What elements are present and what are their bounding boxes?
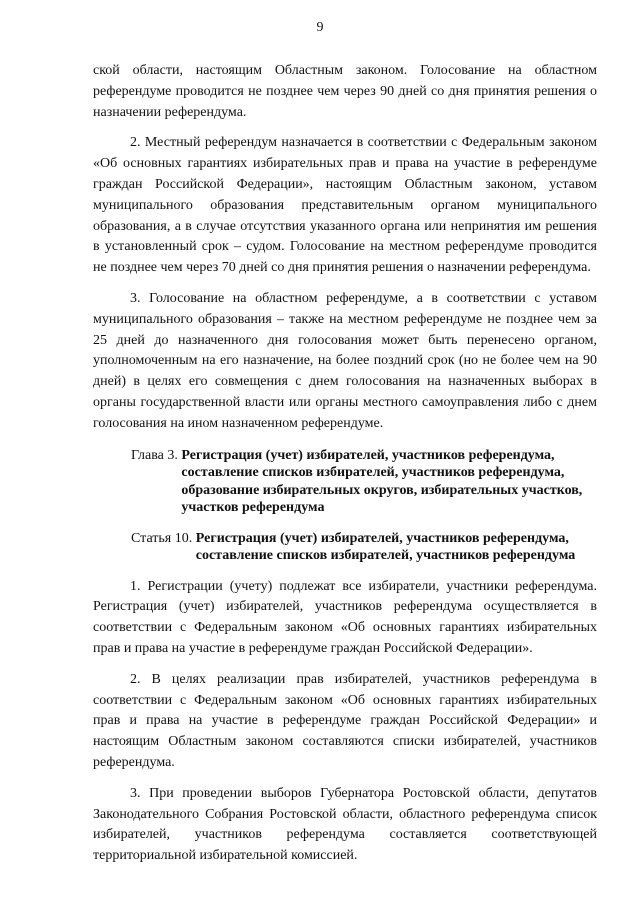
page-number: 9 — [316, 20, 324, 35]
chapter-title: Регистрация (учет) избирателей, участников референдума, составление списков избирателей, участников референдума, образование избирательных округов, избирательных участков, участков референдума — [181, 447, 583, 516]
article-paragraph-2: 2. В целях реализации прав избирателей, участников референдума в соответствии с Федеральным законом «Об основных гарантиях избирательных прав и права на участие в референдуме граждан Российской Федерации» и настоящим Областным законом составляются списки избирателей, участников референдума. — [93, 671, 597, 770]
chapter-label: Глава 3. — [131, 447, 182, 463]
article-paragraph-3: 3. При проведении выборов Губернатора Ростовской области, депутатов Законодательного Собрания Ростовской области, областного референдума список избирателей, участников референдума составляется соответствующей территориальной избирательной комиссией. — [93, 785, 597, 864]
document-body — [93, 61, 597, 867]
paragraph-2: 2. Местный референдум назначается в соответствии с Федеральным законом «Об основных гарантиях избирательных прав и права на участие в референдуме граждан Российской Федерации», настоящим Областным законом, уставом муниципального образования представительным органом муниципального образования, а в случае отсутствия указанного органа или непринятия им решения в установленный срок – судом. Голосование на местном референдуме проводится не позднее чем через 70 дней со дня принятия решения о назначении референдума. — [93, 135, 597, 276]
chapter-heading — [93, 447, 597, 517]
article-heading — [93, 530, 597, 565]
paragraph-continuation: ской области, настоящим Областным законом. Голосование на областном референдуме проводится не позднее чем через 90 дней со дня принятия решения о назначении референдума. — [93, 63, 597, 120]
article-title: Регистрация (учет) избирателей, участников референдума, составление списков избирателей, участников референдума — [195, 530, 576, 564]
article-paragraph-1: 1. Регистрации (учету) подлежат все избиратели, участники референдума. Регистрация (учет) избирателей, участников референдума осуществляется в соответствии с Федеральным законом «Об основных гарантиях избирательных прав и права на участие в референдуме граждан Российской Федерации». — [93, 578, 597, 656]
article-label: Статья 10. — [131, 530, 196, 546]
paragraph-3: 3. Голосование на областном референдуме, а в соответствии с уставом муниципального образования – также на местном референдуме не позднее чем за 25 дней до назначенного дня голосования может быть перенесено органом, уполномоченным на его назначение, на более поздний срок (но не более чем на 90 дней) в целях его совмещения с днем голосования на назначенных выборах в органы государственной власти или органы местного самоуправления либо с днем голосования на ином назначенном референдуме. — [93, 290, 597, 431]
